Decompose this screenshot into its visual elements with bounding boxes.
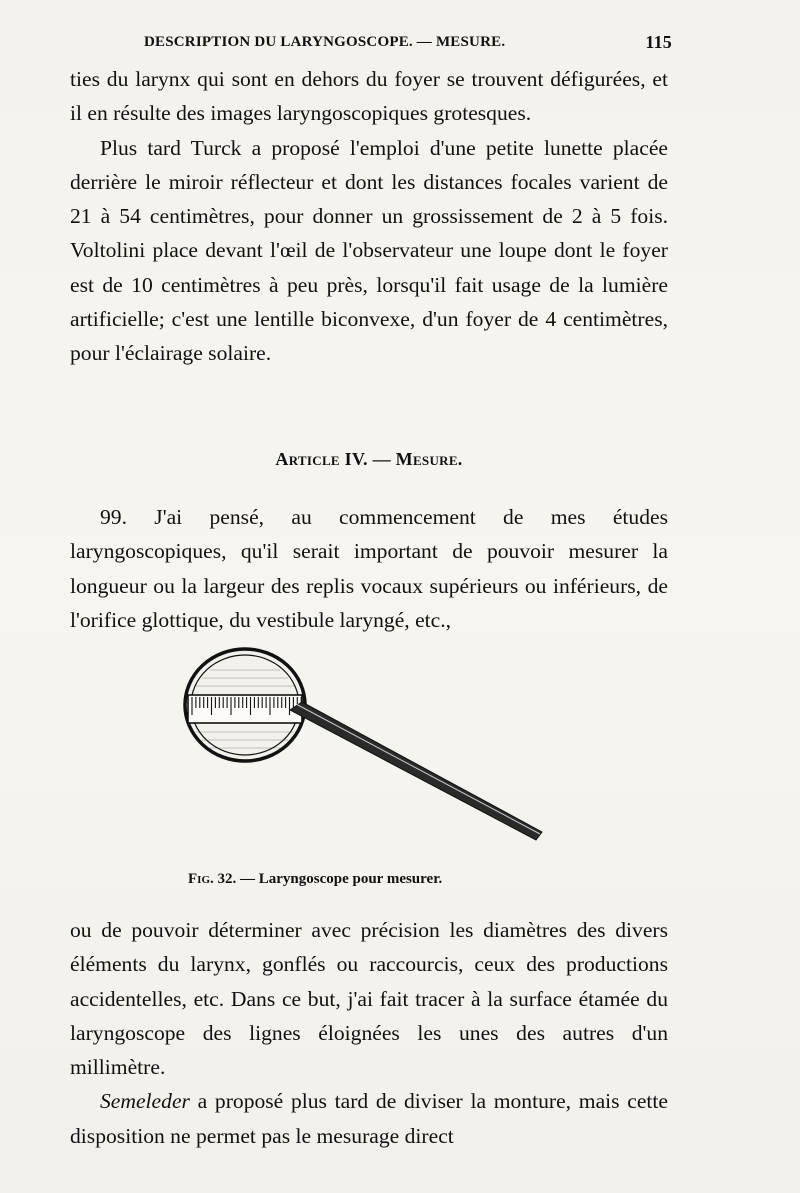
running-header: [80, 34, 672, 58]
figure-label: Fig. 32.: [188, 871, 237, 887]
measuring-scale: [188, 695, 302, 723]
header-title: DESCRIPTION DU LARYNGOSCOPE. — MESURE.: [144, 34, 506, 50]
author-name-semeleder: Semeleder: [100, 1089, 190, 1114]
page-number: 115: [645, 32, 672, 52]
laryngoscope-illustration: [150, 640, 570, 870]
paragraph-continuation: ties du larynx qui sont en dehors du foyer se trouvent défigurées, et il en résulte des images laryngoscopiques grotesques.: [70, 67, 668, 126]
figure-laryngoscope: [150, 640, 570, 870]
paragraph-diametres: ou de pouvoir déterminer avec précision les diamètres des divers éléments du larynx, gonflés ou raccourcis, ceux des productions accidentelles, etc. Dans ce but, j'ai fait tracer à la surface étamée du laryngoscope des lignes éloignées les unes des autres d'un millimètre.: [70, 918, 668, 1080]
handle-highlight: [296, 704, 540, 834]
figure-caption-text: — Laryngoscope pour mesurer.: [240, 871, 443, 887]
figure-caption: [188, 871, 442, 888]
section-heading: Article IV. — Mesure.: [275, 449, 463, 469]
paragraph-semeleder: [70, 1084, 668, 1153]
text-block-bottom: [70, 913, 668, 1153]
text-block-middle: [70, 500, 668, 637]
paragraph-semeleder-text: a proposé plus tard de diviser la monture, mais cette disposition ne permet pas le mesurage direct: [70, 1089, 668, 1148]
text-block-top: [70, 62, 668, 371]
paragraph-turck: Plus tard Turck a proposé l'emploi d'une petite lunette placée derrière le miroir réflecteur et dont les distances focales varient de 21 à 54 centimètres, pour donner un grossissement de 2 à 5 fois. Voltolini place devant l'œil de l'observateur une loupe dont le foyer est de 10 centimètres à peu près, lorsqu'il fait usage de la lumière artificielle; c'est une lentille biconvexe, d'un foyer de 4 centimètres, pour l'éclairage solaire.: [70, 135, 668, 366]
paragraph-99: 99. J'ai pensé, au commencement de mes études laryngoscopiques, qu'il serait important de pouvoir mesurer la longueur ou la largeur des replis vocaux supérieurs ou inférieurs, de l'orifice glottique, du vestibule laryngé, etc.,: [70, 505, 668, 632]
laryngoscope-handle: [290, 702, 542, 840]
